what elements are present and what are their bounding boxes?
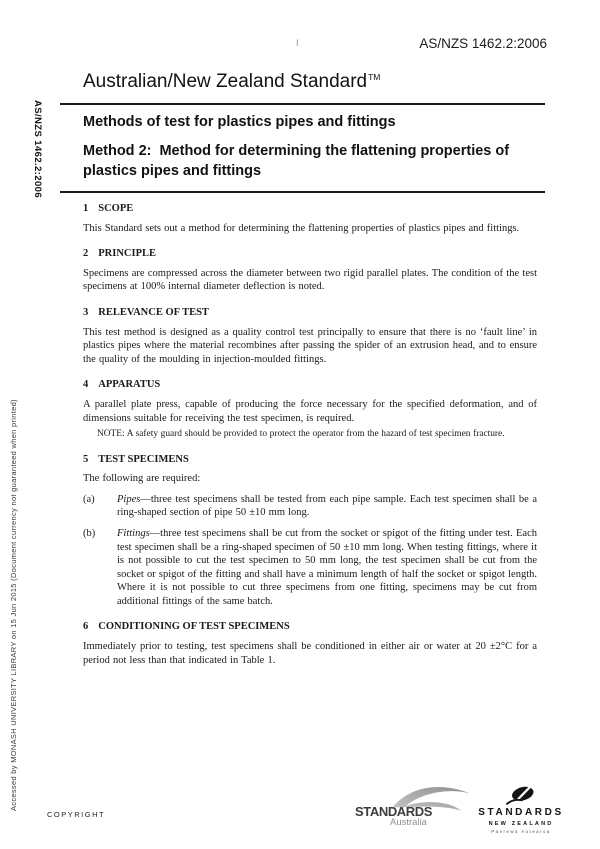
brand-text: Australian/New Zealand Standard [83, 71, 368, 92]
copyright-label: COPYRIGHT [47, 810, 106, 819]
section-conditioning-of-test-specimens [83, 620, 537, 667]
page-number-marker: I [296, 38, 299, 48]
list-item-text: Pipes—three test specimens shall be tested from each pipe sample. Each test specimen shall be a ring-shaped section of pipe 50 ±10 mm long. [117, 493, 537, 519]
section-heading [83, 453, 537, 467]
section-heading [83, 306, 537, 320]
doc-reference: AS/NZS 1462.2:2006 [419, 36, 547, 51]
standards-australia-logo [353, 783, 473, 833]
list-item [83, 527, 537, 609]
section-number: 6 [83, 621, 89, 633]
section-title: RELEVANCE OF TEST [98, 306, 209, 318]
title-rule-bottom [60, 191, 545, 193]
title-block [83, 112, 545, 181]
section-number: 2 [83, 248, 89, 260]
trademark-superscript: TM [368, 71, 381, 82]
library-access-note: Accessed by MONASH UNIVERSITY LIBRARY on 15 Jun 2015 (Document currency not guaranteed when printed) [9, 399, 18, 811]
section-heading [83, 247, 537, 261]
spine-reference: AS/NZS 1462.2:2006 [32, 100, 43, 199]
section-heading [83, 620, 537, 634]
method-title [83, 141, 545, 181]
list-item-lead: Fittings [117, 527, 150, 539]
standards-new-zealand-logo [472, 785, 570, 834]
section-apparatus [83, 378, 537, 440]
section-paragraph: A parallel plate press, capable of producing the force necessary for the specified deformation, and of dimensions suitable for receiving the test specimen, is required. [83, 398, 537, 424]
section-note: NOTE: A safety guard should be provided to protect the operator from the hazard of test specimen fracture. [97, 429, 505, 440]
list-item [83, 493, 537, 520]
section-scope [83, 202, 537, 235]
standard-brand-title [83, 71, 380, 93]
standards-nz-subtext: NEW ZEALAND [488, 821, 554, 827]
section-paragraph: Specimens are compressed across the diameter between two rigid parallel plates. The condition of the test specimens at 100% internal diameter deflection is noted. [83, 267, 537, 293]
document-body [83, 202, 537, 667]
section-title: TEST SPECIMENS [98, 453, 189, 465]
section-paragraph: Immediately prior to testing, test specimens shall be conditioned in either air or water at 20 ±2°C for a period not less than that indicated in Table 1. [83, 641, 537, 666]
standards-australia-wordmark: STANDARDS [355, 804, 433, 819]
section-number: 4 [83, 379, 89, 391]
section-number: 3 [83, 306, 89, 318]
standards-nz-fern-icon [503, 785, 539, 806]
method-label: Method 2: [83, 143, 152, 159]
list-item-label: (b) [83, 527, 96, 539]
section-number: 5 [83, 453, 89, 465]
section-test-specimens [83, 453, 537, 609]
list-item-text: Fittings—three test specimens shall be cut from the socket or spigot of the fitting under test. Each test specimen shall be a ring-shaped specimen of 50 ±10 mm long. When testing fittings, where it is not possible to cut the test specimen to 50 mm long, the test specimen shall be cut from the socket or spigot of the fitting and shall have a minimum length of half the socket or spigot length. Where it is not possible to cut three specimens from one fitting, specimens may be cut from additional fittings of the same batch. [117, 527, 537, 607]
section-paragraph: The following are required: [83, 473, 201, 485]
section-heading [83, 202, 537, 216]
section-title: PRINCIPLE [98, 248, 157, 260]
section-title: SCOPE [98, 203, 134, 214]
section-title: CONDITIONING OF TEST SPECIMENS [98, 621, 290, 633]
section-heading [83, 378, 537, 392]
list-item-label: (a) [83, 493, 95, 505]
section-principle [83, 247, 537, 294]
standards-nz-wordmark: STANDARDS [478, 807, 564, 818]
section-relevance-of-test [83, 306, 537, 366]
section-number: 1 [83, 203, 89, 214]
standards-australia-subtext: Australia [390, 817, 427, 828]
title-rule-top [60, 103, 545, 105]
list-item-lead: Pipes [117, 493, 141, 505]
section-title: APPARATUS [98, 379, 161, 391]
section-paragraph: This test method is designed as a quality control test principally to ensure that there is no ‘fault line’ in plastics pipes where the material recombines after passing the spider of an extrusion head, and to ensure the quality of the moulding in injection-moulded fittings. [83, 326, 537, 365]
method-title-text: Method for determining the flattening properties of plastics pipes and fittings [83, 143, 510, 179]
document-title: Methods of test for plastics pipes and fittings [83, 114, 396, 130]
section-paragraph: This Standard sets out a method for determining the flattening properties of plastics pipes and fittings. [83, 222, 520, 234]
standards-nz-maori-tagline: Paerewa Aotearoa [491, 829, 551, 834]
